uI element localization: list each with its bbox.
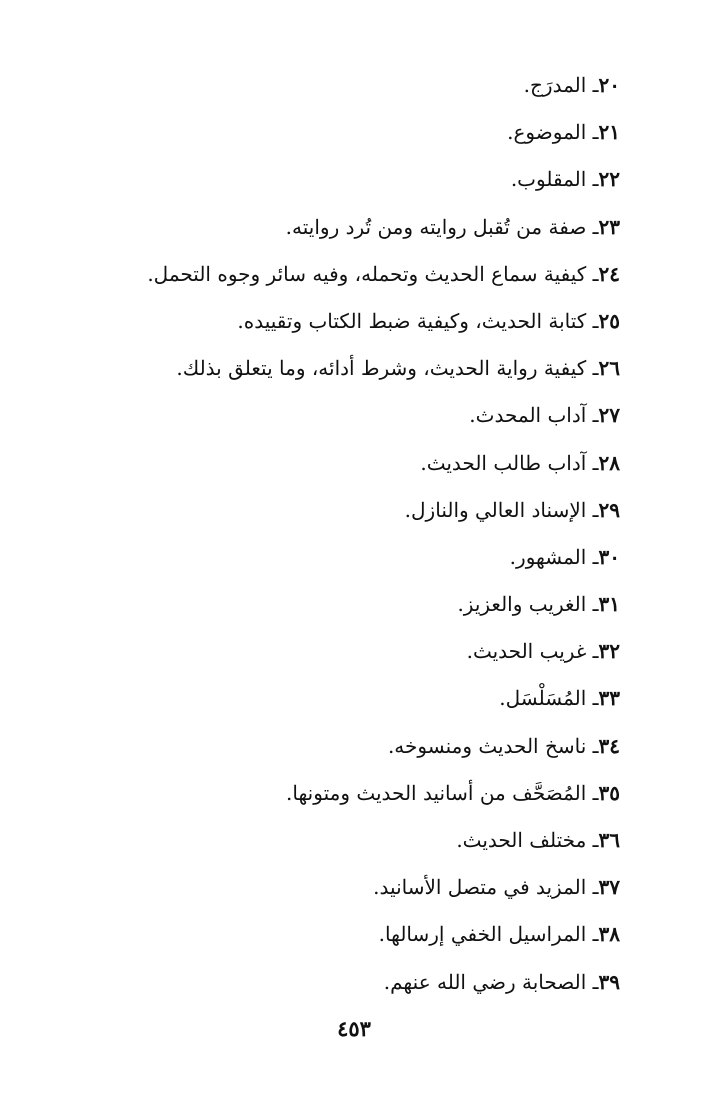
item-text: كتابة الحديث، وكيفية ضبط الكتاب وتقييده. (237, 308, 587, 333)
page-number: ٤٥٣ (337, 1016, 371, 1041)
item-number: ٣٧ (598, 875, 620, 900)
item-text: الصحابة رضي الله عنهم. (383, 969, 587, 994)
item-text: المدرَج. (523, 73, 587, 97)
item-text: آداب المحدث. (469, 403, 587, 428)
item-text: كيفية سماع الحديث وتحمله، وفيه سائر وجوه التحمل. (147, 261, 587, 286)
item-text: كيفية رواية الحديث، وشرط أدائه، وما يتعلق بذلك. (176, 356, 587, 381)
item-text: المزيد في متصل الأسانيد. (373, 875, 587, 900)
list-item: ٢٠ـ المدرَج. (523, 73, 620, 97)
item-number: ٢٣ (598, 214, 620, 239)
item-text: الغريب والعزيز. (457, 592, 587, 617)
list-item: ٣٧ـ المزيد في متصل الأسانيد. (373, 875, 620, 900)
item-text: الإسناد العالي والنازل. (404, 497, 587, 522)
item-number: ٢٩ (598, 497, 620, 522)
list-item: ٣٢ـ غريب الحديث. (466, 639, 620, 664)
list-item: ٢٨ـ آداب طالب الحديث. (420, 450, 620, 475)
list-item: ٢٧ـ آداب المحدث. (469, 403, 620, 428)
item-number: ٢٨ (598, 450, 620, 475)
item-text: المراسيل الخفي إرسالها. (378, 922, 587, 947)
item-text: ناسخ الحديث ومنسوخه. (387, 733, 587, 758)
item-text: المُسَلْسَل. (499, 686, 587, 711)
item-text: صفة من تُقبل روايته ومن تُرد روايته. (285, 214, 587, 239)
list-item: ٣٠ـ المشهور. (509, 544, 620, 569)
list-item: ٣٤ـ ناسخ الحديث ومنسوخه. (387, 733, 620, 758)
item-number: ٢٢ (598, 167, 620, 192)
list-item: ٣٩ـ الصحابة رضي الله عنهم. (383, 969, 620, 994)
item-text: الموضوع. (507, 120, 587, 145)
list-item: ٢٦ـ كيفية رواية الحديث، وشرط أدائه، وما يتعلق بذلك. (176, 356, 620, 381)
item-number: ٢٥ (598, 308, 620, 333)
item-number: ٣٣ (598, 686, 620, 711)
item-number: ٢١ (598, 120, 620, 145)
item-text: المُصَحَّف من أسانيد الحديث ومتونها. (286, 780, 587, 805)
list-item: ٣٨ـ المراسيل الخفي إرسالها. (378, 922, 620, 947)
item-text: المشهور. (509, 544, 587, 569)
list-item: ٢٣ـ صفة من تُقبل روايته ومن تُرد روايته. (285, 214, 620, 239)
item-number: ٢٧ (598, 403, 620, 428)
item-number: ٣٢ (598, 639, 620, 664)
topics-list (60, 62, 620, 1006)
item-number: ٣٥ (598, 780, 620, 805)
list-item: ٣١ـ الغريب والعزيز. (457, 592, 620, 617)
list-item: ٢١ـ الموضوع. (507, 120, 620, 145)
list-item: ٢٥ـ كتابة الحديث، وكيفية ضبط الكتاب وتقييده. (237, 308, 620, 333)
item-number: ٣٩ (598, 969, 620, 994)
item-text: المقلوب. (510, 167, 587, 192)
item-text: آداب طالب الحديث. (420, 450, 587, 475)
item-text: غريب الحديث. (466, 639, 587, 664)
list-item: ٣٣ـ المُسَلْسَل. (499, 686, 620, 711)
list-item: ٢٩ـ الإسناد العالي والنازل. (404, 497, 620, 522)
list-item: ٣٦ـ مختلف الحديث. (456, 828, 620, 852)
item-number: ٣١ (598, 592, 620, 617)
item-number: ٢٠ (598, 73, 620, 97)
item-number: ٢٦ (598, 356, 620, 381)
item-number: ٣٨ (598, 922, 620, 947)
list-item: ٣٥ـ المُصَحَّف من أسانيد الحديث ومتونها. (286, 780, 620, 805)
item-number: ٢٤ (598, 261, 620, 286)
item-number: ٣٦ (598, 828, 620, 852)
list-item: ٢٤ـ كيفية سماع الحديث وتحمله، وفيه سائر وجوه التحمل. (147, 261, 620, 286)
list-item: ٢٢ـ المقلوب. (510, 167, 620, 192)
item-number: ٣٠ (598, 544, 620, 569)
item-number: ٣٤ (598, 733, 620, 758)
item-text: مختلف الحديث. (456, 828, 587, 852)
